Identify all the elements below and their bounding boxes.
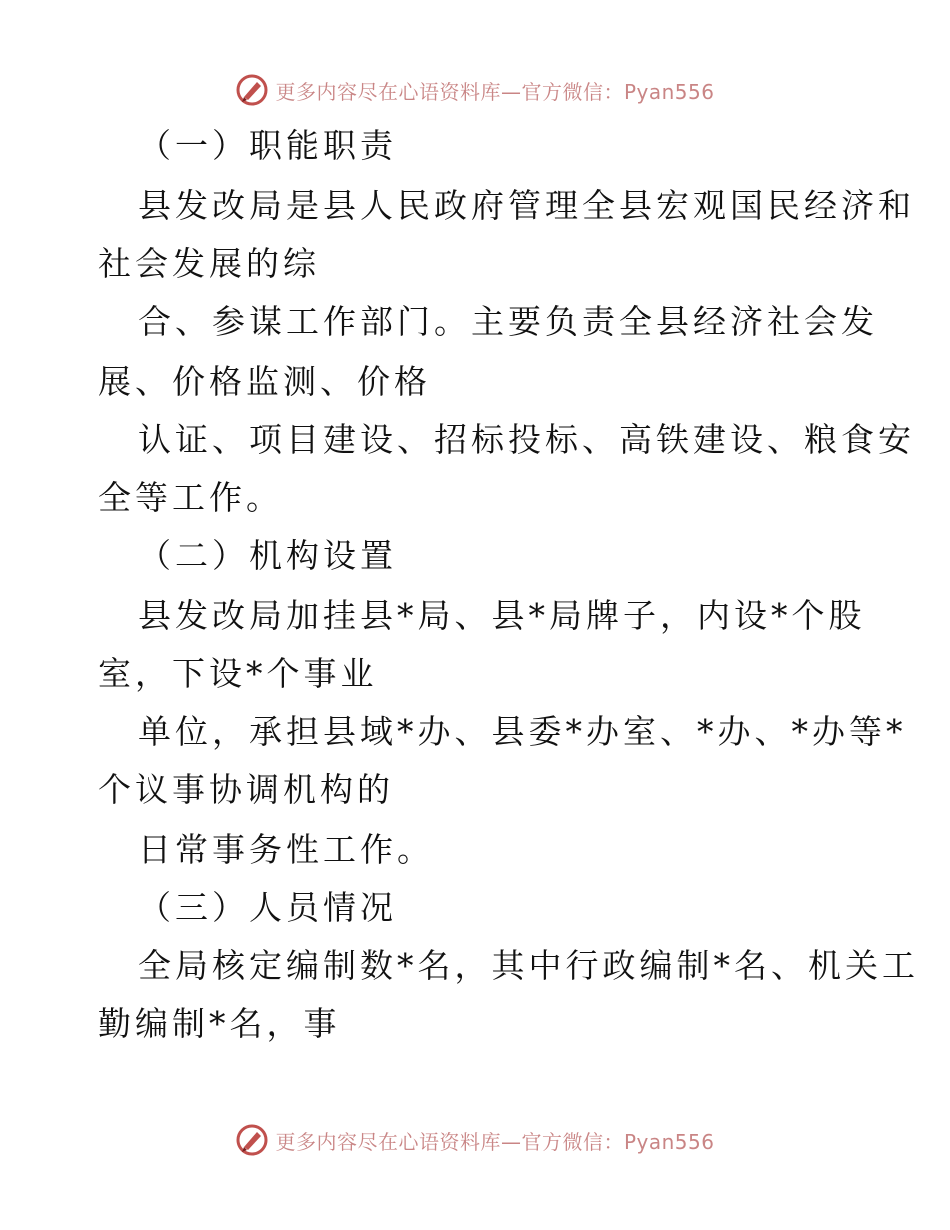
- section-heading-functions: （一）职能职责: [138, 126, 397, 165]
- paragraph-line: 县发改局是县人民政府管理全县宏观国民经济和: [138, 186, 915, 225]
- section-heading-organization: （二）机构设置: [138, 536, 397, 575]
- watermark-text: 更多内容尽在心语资料库—官方微信：Pyan556: [275, 1129, 715, 1154]
- paragraph-line: 日常事务性工作。: [138, 830, 434, 869]
- paragraph-line: 室，下设*个事业: [98, 654, 378, 693]
- footer-watermark: [0, 1120, 950, 1160]
- paragraph-line: 全等工作。: [98, 478, 283, 517]
- pen-logo-icon: [235, 1123, 269, 1157]
- watermark-text: 更多内容尽在心语资料库—官方微信：Pyan556: [275, 79, 715, 104]
- paragraph-line: 展、价格监测、价格: [98, 362, 431, 401]
- pen-logo-icon: [235, 73, 269, 107]
- paragraph-line: 县发改局加挂县*局、县*局牌子，内设*个股: [138, 596, 866, 635]
- paragraph-line: 认证、项目建设、招标投标、高铁建设、粮食安: [138, 420, 915, 459]
- header-watermark: [0, 70, 950, 110]
- paragraph-line: 单位，承担县域*办、县委*办室、*办、*办等*: [138, 712, 907, 751]
- paragraph-line: 勤编制*名，事: [98, 1004, 341, 1043]
- paragraph-line: 全局核定编制数*名，其中行政编制*名、机关工: [138, 946, 919, 985]
- paragraph-line: 社会发展的综: [98, 244, 320, 283]
- section-heading-personnel: （三）人员情况: [138, 888, 397, 927]
- paragraph-line: 合、参谋工作部门。主要负责全县经济社会发: [138, 302, 878, 341]
- paragraph-line: 个议事协调机构的: [98, 770, 394, 809]
